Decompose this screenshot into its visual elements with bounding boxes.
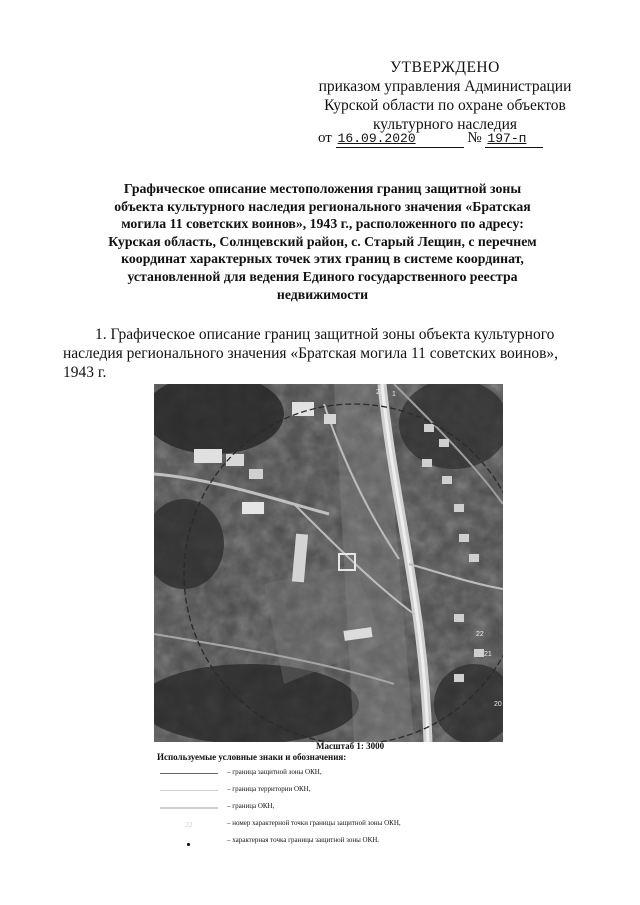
point-label: 22 <box>476 631 484 638</box>
legend-item-okn-boundary <box>160 800 460 817</box>
order-number-label: № <box>467 130 482 146</box>
house <box>454 614 464 622</box>
approval-title: УТВЕРЖДЕНО <box>390 59 500 76</box>
building <box>242 502 264 514</box>
legend-item-point-number <box>160 817 460 834</box>
building <box>194 449 222 463</box>
house <box>442 476 452 484</box>
house <box>469 554 479 562</box>
legend-symbol-zone-boundary <box>160 773 218 782</box>
order-date-field <box>336 130 464 148</box>
document-title: Графическое описание местоположения границ защитной зоны объекта культурного наследия регионального значения «Братская могила 11 советских воинов», 1943 г., расположенного по адресу: Курская область, Солнцевский район, с. Старый Лещин, с перечнем координат характерных точек этих границ в системе координат, установленной для ведения Единого государственного реестра недвижимости <box>108 181 537 302</box>
house <box>454 504 464 512</box>
legend-symbol-point <box>160 838 218 846</box>
legend-symbol-point-number: 22 <box>185 821 193 829</box>
house <box>459 534 469 542</box>
aerial-map-svg <box>154 384 503 742</box>
map-scale: Масштаб 1: 3000 <box>316 741 385 751</box>
house <box>454 674 464 682</box>
legend <box>160 766 460 851</box>
order-date: 16.09.2020 <box>337 131 416 146</box>
order-line <box>318 130 608 148</box>
approval-line-2: Курской области по охране объектов <box>324 97 566 114</box>
order-number: 197-п <box>487 131 527 146</box>
legend-text: – граница территории ОКН, <box>227 785 311 793</box>
legend-item-territory-boundary <box>160 783 460 800</box>
point-label: 20 <box>494 701 502 708</box>
legend-text: – номер характерной точки границы защитной зоны ОКН, <box>227 819 401 827</box>
aerial-map <box>154 384 503 742</box>
point-label: 23 <box>376 389 384 396</box>
building <box>324 414 336 424</box>
house <box>422 459 432 467</box>
building <box>249 469 263 479</box>
house <box>474 649 484 657</box>
legend-text: – характерная точка границы защитной зоны ОКН. <box>227 836 380 844</box>
point-label: 1 <box>392 391 396 398</box>
order-number-field <box>485 130 543 148</box>
legend-title: Используемые условные знаки и обозначения: <box>157 752 347 762</box>
legend-symbol-territory-boundary <box>160 790 218 799</box>
legend-item-point <box>160 834 460 851</box>
legend-text: – граница защитной зоны ОКН, <box>227 768 322 776</box>
approval-line-3: культурного наследия <box>372 116 518 133</box>
section-1-paragraph: 1. Графическое описание границ защитной зоны объекта культурного наследия регионального значения «Братская могила 11 советских воинов», 1943 г. <box>63 326 559 381</box>
order-from-label: от <box>318 130 332 146</box>
approval-line-1: приказом управления Администрации <box>318 78 572 95</box>
house <box>424 424 434 432</box>
approval-block <box>300 58 590 134</box>
legend-symbol-okn-boundary <box>160 807 218 817</box>
legend-text: – граница ОКН, <box>227 802 275 810</box>
house <box>439 439 449 447</box>
point-label: 21 <box>484 651 492 658</box>
legend-item-zone-boundary <box>160 766 460 783</box>
